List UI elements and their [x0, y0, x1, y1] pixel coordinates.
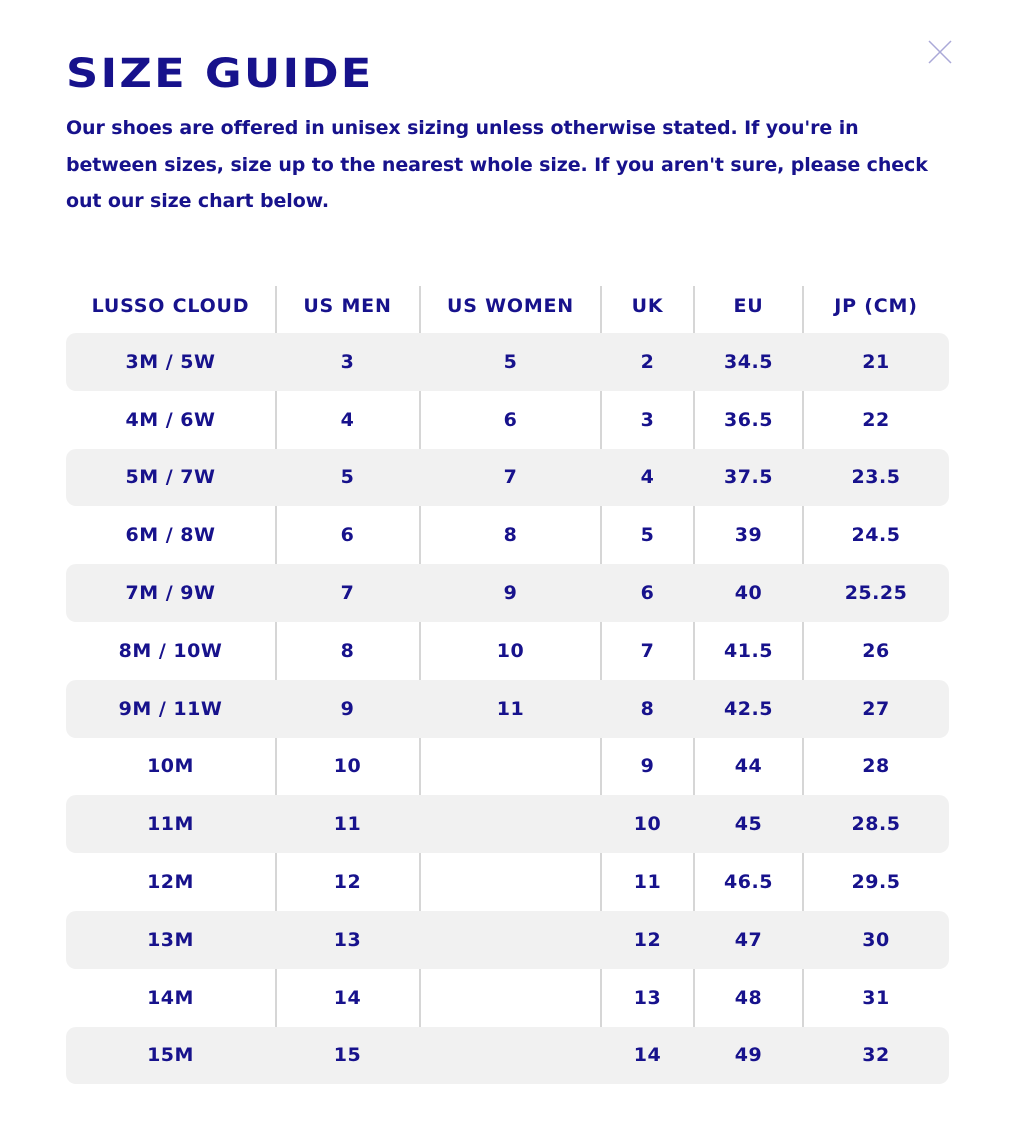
table-cell: 12M — [147, 871, 194, 894]
table-cell: 40 — [734, 582, 763, 605]
table-cell: 34.5 — [724, 350, 773, 373]
table-cell: 47 — [734, 928, 763, 951]
table-cell: 9 — [640, 755, 655, 778]
table-cell: 28 — [862, 755, 890, 778]
table-cell: 36.5 — [724, 408, 773, 431]
page-title: SIZE GUIDE — [66, 51, 374, 97]
table-cell: 9 — [340, 697, 355, 720]
table-cell: 23.5 — [851, 466, 901, 489]
table-row — [66, 911, 949, 969]
table-cell: 49 — [734, 1044, 763, 1067]
table-cell: 7 — [340, 582, 355, 605]
table-cell: 4 — [640, 466, 655, 489]
table-cell: 5 — [340, 466, 355, 489]
table-row — [66, 680, 949, 738]
table-row — [66, 853, 949, 911]
close-icon — [924, 36, 956, 68]
table-cell: 48 — [734, 986, 763, 1009]
table-cell: 8 — [340, 639, 355, 662]
table-row — [66, 738, 949, 796]
table-row — [66, 391, 949, 449]
table-cell: 27 — [862, 697, 890, 720]
table-row — [66, 506, 949, 564]
table-cell: 32 — [862, 1044, 890, 1067]
column-header: US WOMEN — [446, 294, 575, 317]
table-cell: 28.5 — [851, 813, 901, 836]
column-header: JP (CM) — [834, 294, 918, 317]
table-cell: 25.25 — [844, 582, 908, 605]
table-cell: 10 — [333, 755, 362, 778]
table-cell: 8 — [640, 697, 655, 720]
table-cell: 46.5 — [724, 871, 773, 894]
table-cell: 30 — [862, 928, 890, 951]
table-cell: 24.5 — [851, 524, 901, 547]
table-cell: 42.5 — [724, 697, 773, 720]
table-cell: 5 — [640, 524, 655, 547]
table-cell: 15 — [333, 1044, 362, 1067]
table-cell: 8M / 10W — [118, 639, 223, 662]
table-cell: 13 — [633, 986, 662, 1009]
table-cell: 3 — [340, 350, 355, 373]
table-row — [66, 795, 949, 853]
table-row — [66, 622, 949, 680]
table-cell: 11 — [333, 813, 362, 836]
table-cell: 45 — [734, 813, 763, 836]
table-cell: 7 — [640, 639, 655, 662]
table-cell: 10 — [633, 813, 662, 836]
table-cell: 9M / 11W — [118, 697, 223, 720]
table-cell: 2 — [640, 350, 655, 373]
table-cell: 15M — [147, 1044, 194, 1067]
table-cell: 29.5 — [851, 871, 901, 894]
column-header: UK — [631, 294, 664, 317]
size-chart-table — [66, 278, 949, 1084]
table-cell: 10M — [147, 755, 194, 778]
table-row — [66, 969, 949, 1027]
table-cell: 7 — [503, 466, 518, 489]
table-cell: 31 — [862, 986, 890, 1009]
column-header: LUSSO CLOUD — [91, 294, 250, 317]
table-cell: 12 — [333, 871, 362, 894]
table-cell: 7M / 9W — [125, 582, 216, 605]
table-cell: 41.5 — [724, 639, 773, 662]
column-header: US MEN — [303, 294, 392, 317]
table-cell: 11 — [633, 871, 662, 894]
table-cell: 13M — [147, 928, 194, 951]
table-cell: 12 — [633, 928, 662, 951]
table-cell: 10 — [496, 639, 525, 662]
table-cell: 44 — [734, 755, 763, 778]
table-cell: 6 — [640, 582, 655, 605]
table-cell: 6 — [503, 408, 518, 431]
table-header-row — [66, 278, 949, 333]
table-cell: 5M / 7W — [125, 466, 216, 489]
table-cell: 14M — [147, 986, 194, 1009]
table-row — [66, 449, 949, 507]
table-cell: 11 — [496, 697, 525, 720]
table-row — [66, 333, 949, 391]
table-cell: 26 — [862, 639, 890, 662]
table-cell: 3M / 5W — [125, 350, 216, 373]
size-guide-intro: Our shoes are offered in unisex sizing unless otherwise stated. If you're in between sizes, size up to the nearest whole size. If you aren't sure, please check out our size chart below. — [66, 117, 928, 212]
table-cell: 13 — [333, 928, 362, 951]
table-cell: 21 — [862, 350, 890, 373]
table-cell: 9 — [503, 582, 518, 605]
table-cell: 14 — [333, 986, 362, 1009]
close-button[interactable] — [924, 36, 956, 68]
table-cell: 11M — [147, 813, 194, 836]
column-header: EU — [733, 294, 764, 317]
table-cell: 8 — [503, 524, 518, 547]
table-row — [66, 1027, 949, 1085]
table-cell: 6 — [340, 524, 355, 547]
table-cell: 37.5 — [724, 466, 773, 489]
table-cell: 6M / 8W — [125, 524, 216, 547]
table-cell: 3 — [640, 408, 655, 431]
table-cell: 39 — [734, 524, 763, 547]
table-cell: 22 — [862, 408, 890, 431]
table-row — [66, 564, 949, 622]
table-cell: 14 — [633, 1044, 662, 1067]
table-cell: 4 — [340, 408, 355, 431]
table-body — [66, 333, 949, 1084]
table-cell: 5 — [503, 350, 518, 373]
table-cell: 4M / 6W — [125, 408, 216, 431]
